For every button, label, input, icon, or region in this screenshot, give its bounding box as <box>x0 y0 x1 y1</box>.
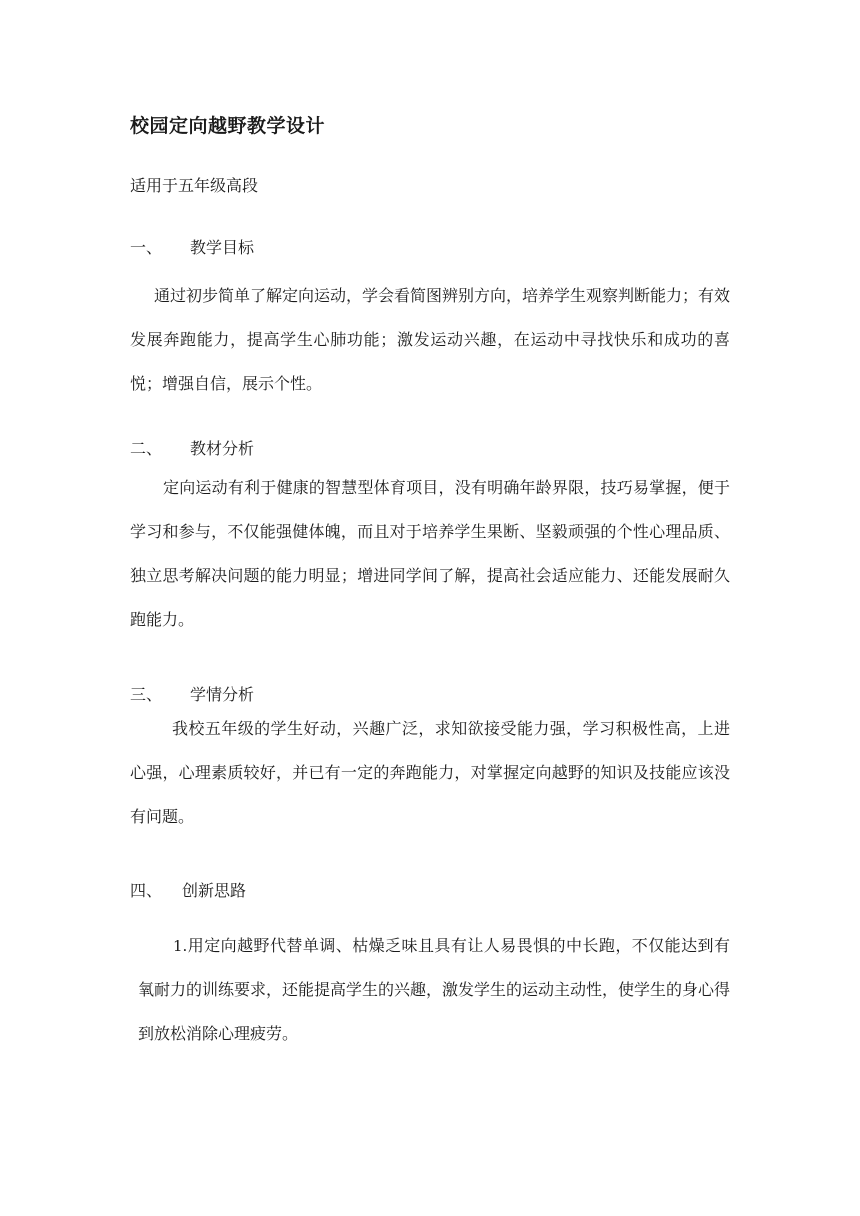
section-body-2: 定向运动有利于健康的智慧型体育项目，没有明确年龄界限，技巧易掌握，便于学习和参与，不仅能强健体魄，而且对于培养学生果断、坚毅顽强的个性心理品质、独立思考解决问题的能力明显；增进同学间了解，提高社会适应能力、还能发展耐久跑能力。 <box>130 478 730 629</box>
document-title: 校园定向越野教学设计 <box>130 115 326 137</box>
section-title: 创新思路 <box>182 881 247 900</box>
section-title: 教学目标 <box>190 238 255 257</box>
list-item-text: 用定向越野代替单调、枯燥乏味且具有让人易畏惧的中长跑，不仅能达到有氧耐力的训练要求，还能提高学生的兴趣，激发学生的运动主动性，使学生的身心得到放松消除心理疲劳。 <box>138 936 731 1043</box>
section-title: 学情分析 <box>190 685 255 704</box>
section-body-1: 通过初步简单了解定向运动，学会看简图辨别方向，培养学生观察判断能力；有效发展奔跑能力，提高学生心肺功能；激发运动兴趣，在运动中寻找快乐和成功的喜悦；增强自信，展示个性。 <box>130 286 731 393</box>
section-number: 二、 <box>130 439 163 458</box>
section-number: 一、 <box>130 238 163 257</box>
section-heading-4 <box>130 878 247 901</box>
document-subtitle: 适用于五年级高段 <box>130 176 259 195</box>
section-number: 四、 <box>130 881 163 900</box>
section-number: 三、 <box>130 685 163 704</box>
list-item <box>138 924 730 1056</box>
section-body-3: 我校五年级的学生好动，兴趣广泛，求知欲接受能力强，学习积极性高，上进心强，心理素质较好，并已有一定的奔跑能力，对掌握定向越野的知识及技能应该没有问题。 <box>130 719 730 826</box>
section-heading-2 <box>130 436 255 459</box>
list-item-number: 1. <box>173 937 188 955</box>
section-heading-1 <box>130 235 255 258</box>
section-title: 教材分析 <box>190 439 255 458</box>
section-heading-3 <box>130 682 255 705</box>
